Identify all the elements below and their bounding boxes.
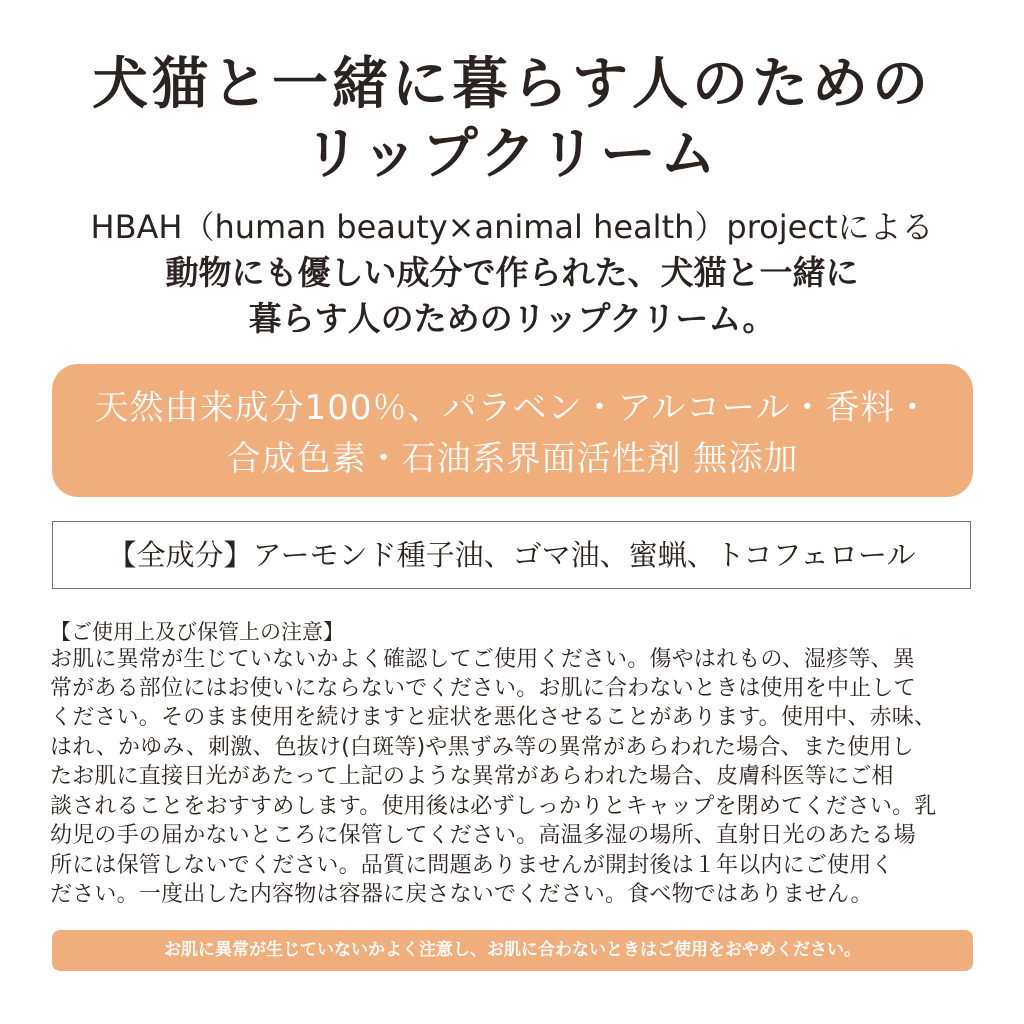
caution-line: ださい。一度出した内容物は容器に戻さないでください。食べ物ではありません。 [50, 882, 873, 907]
ingredients-box: 【全成分】アーモンド種子油、ゴマ油、蜜蝋、トコフェロール [52, 521, 971, 589]
banner-line-1: 天然由来成分100％、パラベン・アルコール・香料・ [94, 388, 931, 428]
caution-heading: 【ご使用上及び保管上の注意】 [50, 620, 344, 644]
caution-line: 所には保管しないでください。品質に問題ありませんが開封後は１年以内にご使用く [50, 853, 894, 878]
caution-line: 幼児の手の届かないところに保管してください。高温多湿の場所、直射日光のあたる場 [50, 823, 916, 848]
caution-line: たお肌に直接日光があたって上記のような異常があらわれた場合、皮膚科医等にご相 [50, 764, 894, 789]
footer-warning-bar: お肌に異常が生じていないかよく注意し、お肌に合わないときはご使用をおやめください。 [52, 930, 973, 971]
page-title-line-2: リップクリーム [303, 122, 721, 187]
intro-line-1: HBAH（human beauty×animal health）projectによる [90, 208, 934, 246]
intro-line-3: 暮らす人のためのリップクリーム。 [248, 299, 776, 338]
caution-line: 常がある部位にはお使いにならないでください。お肌に合わないときは使用を中止して [50, 676, 916, 701]
caution-line: 談されることをおすすめします。使用後は必ずしっかりとキャップを閉めてください。乳 [50, 794, 937, 819]
page-title-line-1: 犬猫と一緒に暮らす人のための [92, 52, 932, 117]
caution-line: ください。そのまま使用を続けますと症状を悪化させることがあります。使用中、赤味、 [50, 705, 937, 730]
banner-line-2: 合成色素・石油系界面活性剤 無添加 [226, 439, 799, 479]
additive-free-banner [52, 364, 973, 497]
caution-line: はれ、かゆみ、刺激、色抜け(白斑等)や黒ずみ等の異常があらわれた場合、また使用し [50, 735, 914, 760]
caution-line: お肌に異常が生じていないかよく確認してご使用ください。傷やはれもの、湿疹等、異 [50, 647, 915, 672]
intro-line-2: 動物にも優しい成分で作られた、犬猫と一緒に [165, 253, 859, 292]
